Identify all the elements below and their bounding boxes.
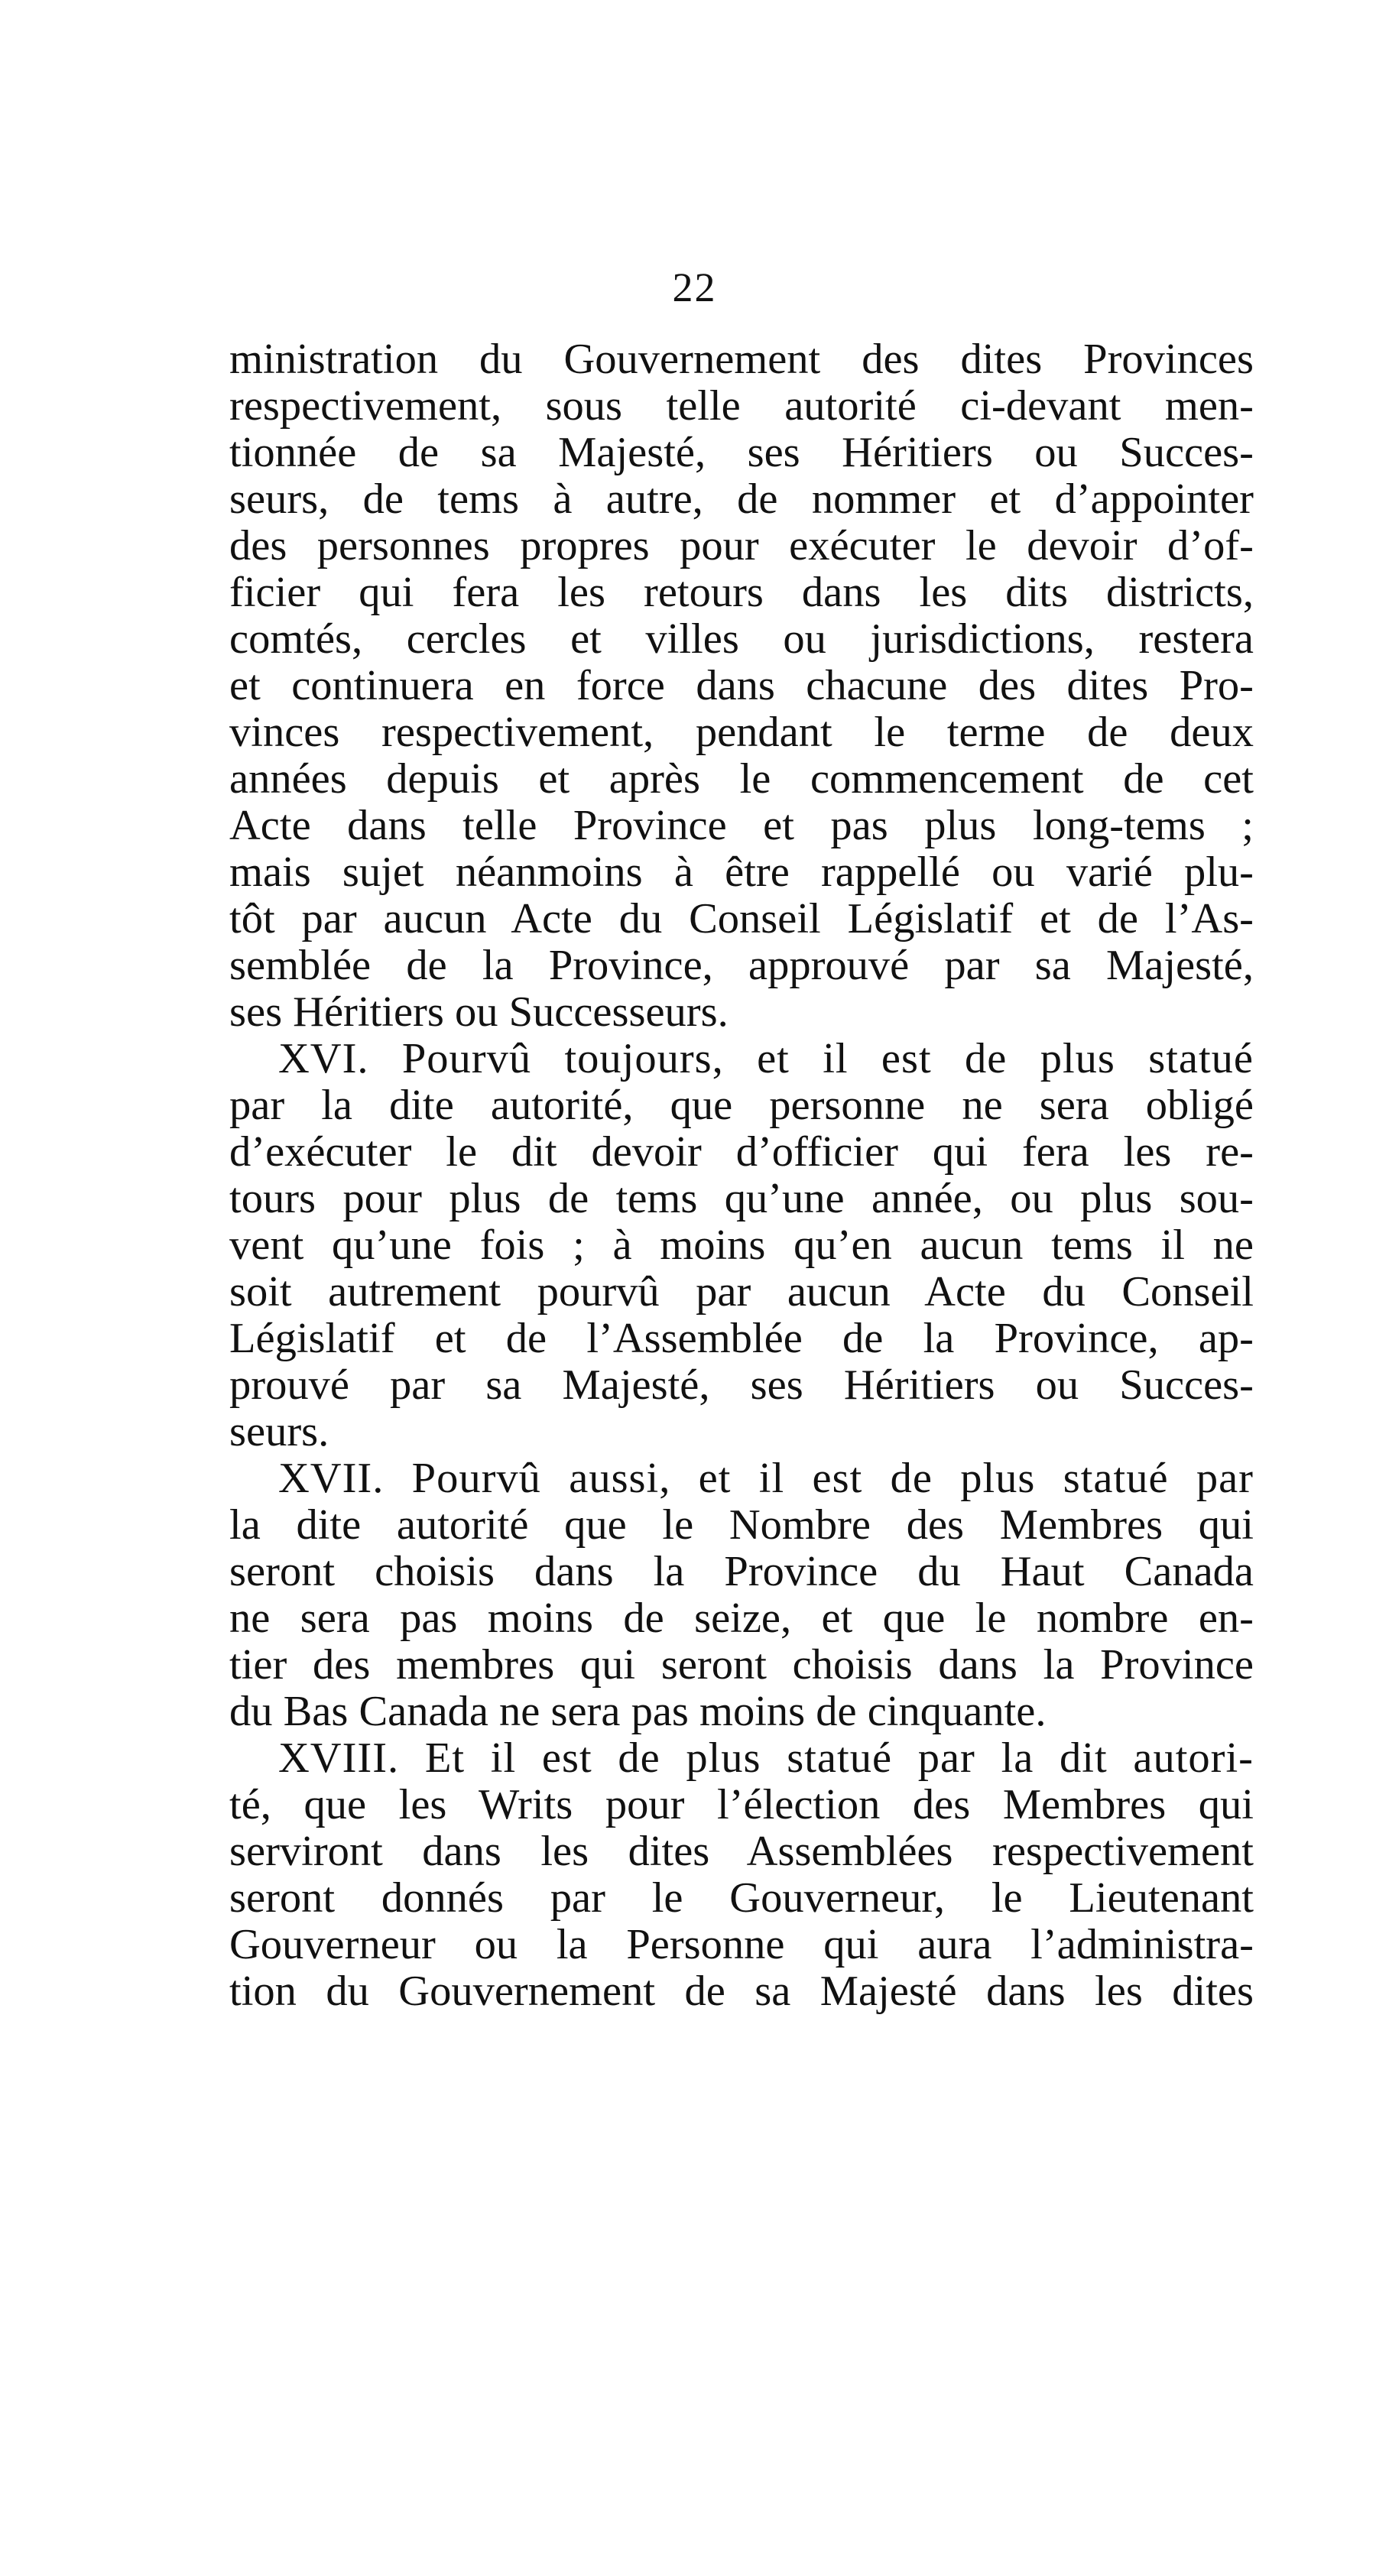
text-line: prouvé par sa Majesté, ses Héritiers ou Succes-	[229, 1361, 1254, 1409]
section-xviii-first-line: XVIII. Et il est de plus statué par la dit autori-	[278, 1734, 1254, 1782]
text-line: par la dite autorité, que personne ne sera obligé	[229, 1082, 1254, 1129]
text-line: et continuera en force dans chacune des dites Pro-	[229, 662, 1254, 709]
body-text	[229, 336, 1254, 2015]
text-line: vinces respectivement, pendant le terme de deux	[229, 709, 1254, 756]
text-line: serviront dans les dites Assemblées respectivement	[229, 1828, 1254, 1875]
text-line: vent qu’une fois ; à moins qu’en aucun tems il ne	[229, 1221, 1254, 1269]
section-xvii-first-line: XVII. Pourvû aussi, et il est de plus statué par	[278, 1455, 1254, 1502]
text-line: tier des membres qui seront choisis dans la Province	[229, 1641, 1254, 1689]
text-line: Gouverneur ou la Personne qui aura l’administra-	[229, 1921, 1254, 1968]
text-line: seront choisis dans la Province du Haut Canada	[229, 1548, 1254, 1595]
text-line: ne sera pas moins de seize, et que le nombre en-	[229, 1595, 1254, 1642]
text-line: semblée de la Province, approuvé par sa Majesté,	[229, 942, 1254, 989]
text-line: ficier qui fera les retours dans les dits districts,	[229, 569, 1254, 616]
text-line: mais sujet néanmoins à être rappellé ou varié plu-	[229, 848, 1254, 896]
text-line: années depuis et après le commencement de cet	[229, 755, 1254, 803]
text-line: seurs, de tems à autre, de nommer et d’appointer	[229, 475, 1254, 523]
page-number: 22	[672, 264, 717, 310]
text-line: la dite autorité que le Nombre des Membres qui	[229, 1501, 1254, 1549]
text-line: Législatif et de l’Assemblée de la Province, ap-	[229, 1315, 1254, 1362]
text-line: soit autrement pourvû par aucun Acte du Conseil	[229, 1268, 1254, 1316]
text-line: seurs.	[229, 1408, 329, 1455]
text-line: d’exécuter le dit devoir d’officier qui fera les re-	[229, 1128, 1254, 1176]
text-line: tours pour plus de tems qu’une année, ou plus sou-	[229, 1175, 1254, 1222]
text-line: comtés, cercles et villes ou jurisdictions, restera	[229, 615, 1254, 663]
text-line: seront donnés par le Gouverneur, le Lieutenant	[229, 1874, 1254, 1922]
text-line: tion du Gouvernement de sa Majesté dans les dites	[229, 1968, 1254, 2015]
text-line: ses Héritiers ou Successeurs.	[229, 988, 729, 1036]
text-line: ministration du Gouvernement des dites Provinces	[229, 336, 1254, 383]
section-xvi-first-line: XVI. Pourvû toujours, et il est de plus statué	[278, 1035, 1254, 1082]
text-line: Acte dans telle Province et pas plus long-tems ;	[229, 802, 1254, 849]
text-line: tôt par aucun Acte du Conseil Législatif et de l’As-	[229, 895, 1254, 942]
text-line: du Bas Canada ne sera pas moins de cinquante.	[229, 1688, 1047, 1735]
text-line: des personnes propres pour exécuter le devoir d’of-	[229, 522, 1254, 569]
text-line: té, que les Writs pour l’élection des Membres qui	[229, 1781, 1254, 1828]
text-line: tionnée de sa Majesté, ses Héritiers ou Succes-	[229, 429, 1254, 476]
text-line: respectivement, sous telle autorité ci-devant men-	[229, 382, 1254, 430]
